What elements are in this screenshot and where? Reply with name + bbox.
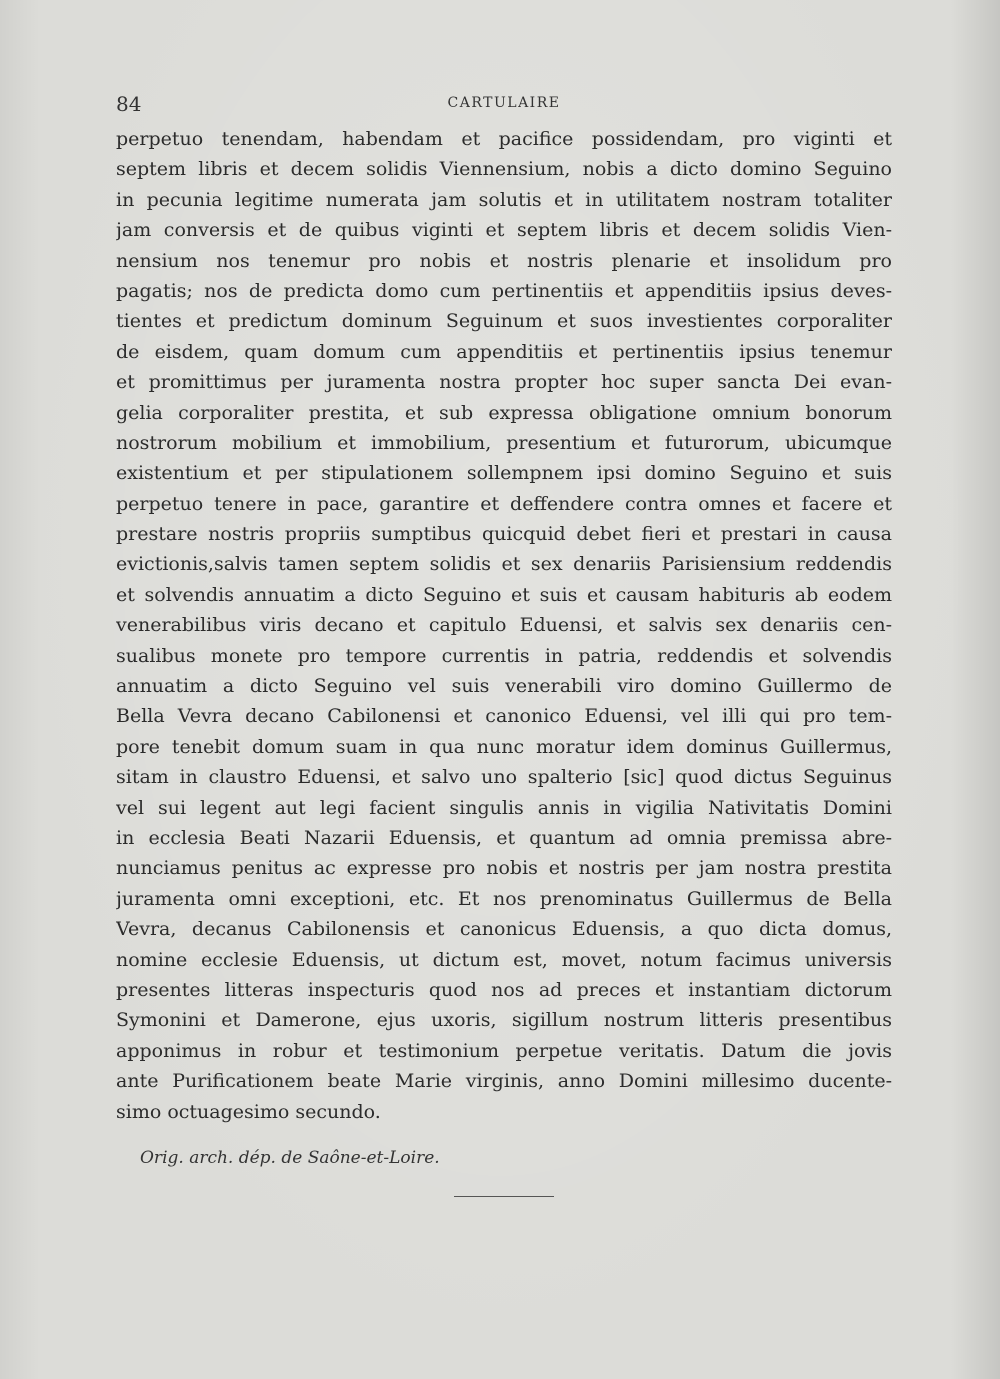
text-line: presentes litteras inspecturis quod nos ad preces et instantiam dictorum [116,978,892,1001]
text-line: juramenta omni exceptioni, etc. Et nos prenominatus Guillermus de Bella [116,887,892,910]
text-line: evictionis,salvis tamen septem solidis et sex denariis Parisiensium reddendis [116,553,892,576]
text-line: tientes et predictum dominum Seguinum et suos investientes corporaliter [116,310,892,333]
text-line: septem libris et decem solidis Viennensium, nobis a dicto domino Seguino [116,158,892,181]
text-line: nunciamus penitus ac expresse pro nobis et nostris per jam nostra prestita [116,857,892,880]
text-line: sitam in claustro Eduensi, et salvo uno spalterio [sic] quod dictus Seguinus [116,766,892,789]
text-line: et promittimus per juramenta nostra propter hoc super sancta Dei evan- [116,371,892,394]
text-line: venerabilibus viris decano et capitulo Eduensi, et salvis sex denariis cen- [116,614,892,637]
text-line: perpetuo tenere in pace, garantire et deffendere contra omnes et facere et [116,492,892,515]
text-line: Bella Vevra decano Cabilonensi et canonico Eduensi, vel illi qui pro tem- [116,705,892,728]
body-text [116,124,892,1127]
text-line: gelia corporaliter prestita, et sub expressa obligatione omnium bonorum [116,401,892,424]
text-line: simo octuagesimo secundo. [116,1100,381,1123]
source-note: Orig. arch. dép. de Saône-et-Loire. [140,1148,440,1168]
text-line: in ecclesia Beati Nazarii Eduensis, et quantum ad omnia premissa abre- [116,826,892,849]
page-number: 84 [116,92,142,116]
text-line: nostrorum mobilium et immobilium, presentium et futurorum, ubicumque [116,431,892,454]
text-line: nomine ecclesie Eduensis, ut dictum est, movet, notum facimus universis [116,948,892,971]
text-line: Symonini et Damerone, ejus uxoris, sigillum nostrum litteris presentibus [116,1009,892,1032]
text-line: perpetuo tenendam, habendam et pacifice possidendam, pro viginti et [116,128,892,150]
section-divider [454,1196,554,1197]
text-line: Vevra, decanus Cabilonensis et canonicus Eduensis, a quo dicta domus, [116,918,892,941]
text-line: nensium nos tenemur pro nobis et nostris plenarie et insolidum pro [116,249,892,272]
text-line: in pecunia legitime numerata jam solutis et in utilitatem nostram totaliter [116,188,892,211]
text-line: sualibus monete pro tempore currentis in patria, reddendis et solvendis [116,644,892,667]
text-line: vel sui legent aut legi facient singulis annis in vigilia Nativitatis Domini [116,796,892,819]
running-title: CARTULAIRE [447,95,561,111]
text-line: jam conversis et de quibus viginti et septem libris et decem solidis Vien- [116,219,892,242]
text-line: annuatim a dicto Seguino vel suis venerabili viro domino Guillermo de [116,675,892,698]
text-line: et solvendis annuatim a dicto Seguino et suis et causam habituris ab eodem [116,583,892,606]
text-line: pore tenebit domum suam in qua nunc moratur idem dominus Guillermus, [116,735,892,758]
running-head [116,92,892,116]
text-line: ante Purificationem beate Marie virginis, anno Domini millesimo ducente- [116,1070,892,1093]
text-line: apponimus in robur et testimonium perpetue veritatis. Datum die jovis [116,1039,892,1062]
text-line: de eisdem, quam domum cum appenditiis et pertinentiis ipsius tenemur [116,340,892,363]
text-line: prestare nostris propriis sumptibus quicquid debet fieri et prestari in causa [116,523,892,546]
text-line: existentium et per stipulationem sollempnem ipsi domino Seguino et suis [116,462,892,485]
text-line: pagatis; nos de predicta domo cum pertinentiis et appenditiis ipsius deves- [116,279,892,302]
